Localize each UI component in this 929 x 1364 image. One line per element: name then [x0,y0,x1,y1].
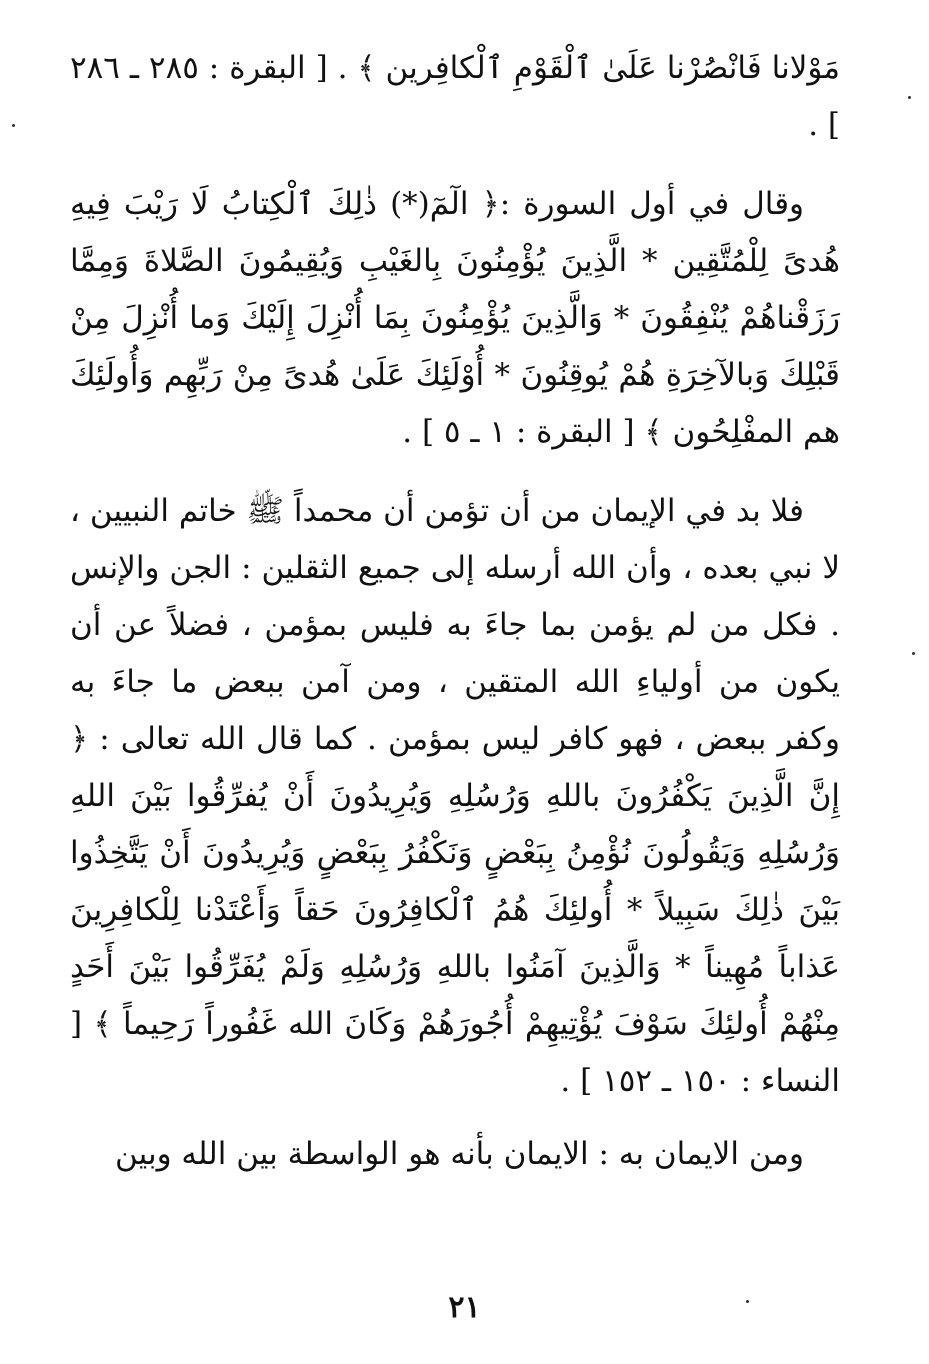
paragraph-2: وقال في أول السورة :﴿ الٓمٓ(*) ذٰلِكَ ٱلْكِتابُ لَا رَيْبَ فِيهِ هُدىً لِلْمُتَّقِين * الَّذِينَ يُؤْمِنُونَ بِالغَيْبِ وَيُقِيمُونَ الصَّلاةَ وَمِمَّا رَزَقْناهُمْ يُنْفِقُونَ * وَالَّذِينَ يُؤْمِنُونَ بِمَا أُنْزِلَ إِلَيْكَ وَما أُنْزِلَ مِنْ قَبْلِكَ وَبالآخِرَةِ هُمْ يُوقِنُونَ * أُوْلَئِكَ عَلَىٰ هُدىً مِنْ رَبِّهِم وَأُولَئِكَ هم المفْلِحُون ﴾ [ البقرة : ١ ـ ٥ ] . [70,186,840,450]
page-number: ٢١ [448,1290,481,1325]
scan-speck [746,1300,749,1303]
scan-speck [12,124,15,127]
scan-speck [908,96,911,99]
scan-speck [912,652,915,655]
page-text [70,40,840,1183]
paragraph-4: ومن الايمان به : الايمان بأنه هو الواسطة بين الله وبين [115,1136,804,1172]
paragraph-3: فلا بد في الإيمان من أن تؤمن أن محمداً ﷺ خاتم النبيين ، لا نبي بعده ، وأن الله أرسله إلى جميع الثقلين : الجن والإنس . فكل من لم يؤمن بما جاءَ به فليس بمؤمن ، فضلاً عن أن يكون من أولياءِ الله المتقين ، ومن آمن ببعض ما جاءَ به وكفر ببعض ، فهو كافر ليس بمؤمن . كما قال الله تعالى : ﴿ إِنَّ الَّذِينَ يَكْفُرُونَ باللهِ وَرُسُلِهِ وَيُرِيدُونَ أَنْ يُفرِّقُوا بَيْنَ اللهِ وَرُسُلِهِ وَيَقُولُونَ نُؤْمِنُ بِبَعْضٍ وَنَكْفُرُ بِبَعْضٍ وَيُرِيدُونَ أَنْ يَتَّخِذُوا بَيْنَ ذٰلِكَ سَبِيلاً * أُولئِكَ هُمُ ٱلْكافِرُونَ حَقاً وَأَعْتَدْنا لِلْكافِرِينَ عَذاباً مُهِيناً * وَالَّذِينَ آمَنُوا باللهِ وَرُسُلِهِ وَلَمْ يُفَرِّقُوا بَيْنَ أَحَدٍ مِنْهُمْ أُولئِكَ سَوْفَ يُؤْتِيهِمْ أُجُورَهُمْ وَكَانَ الله غَفُوراً رَحِيماً ﴾ [ النساء : ١٥٠ ـ ١٥٢ ] . [70,493,840,1099]
paragraph-1: مَوْلانا فَانْصُرْنا عَلَىٰ ٱلْقَوْمِ ٱلْكافِرين ﴾ . [ البقرة : ٢٨٥ ـ ٢٨٦ ] . [70,50,840,143]
